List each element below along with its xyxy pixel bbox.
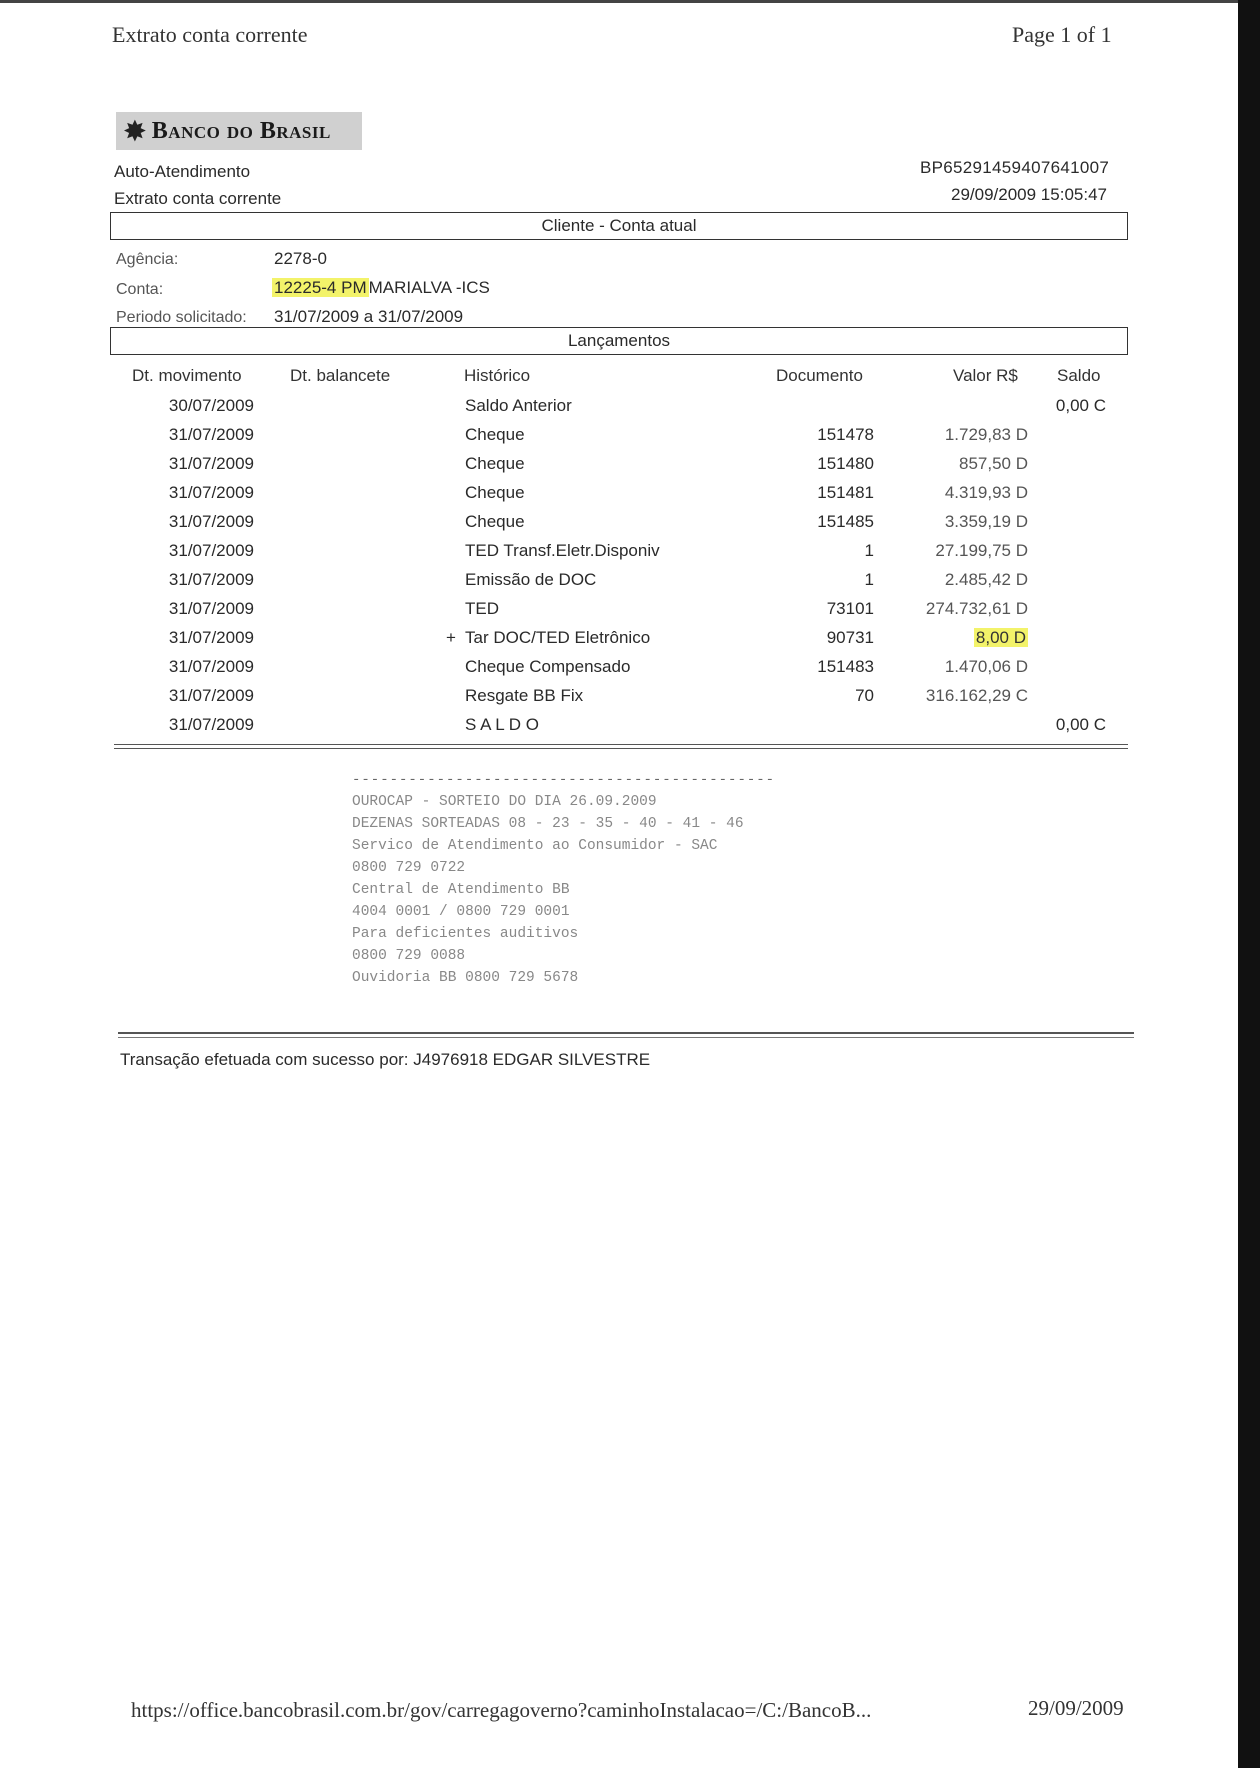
row-date: 31/07/2009 [168, 715, 254, 734]
transaction-confirmation: Transação efetuada com sucesso por: J4976918 EDGAR SILVESTRE [120, 1050, 651, 1069]
row-date: 31/07/2009 [168, 686, 254, 705]
footer-rule [118, 1032, 1134, 1034]
message-line: 4004 0001 / 0800 729 0001 [352, 904, 570, 920]
row-documento: 73101 [826, 599, 874, 618]
col-header-documento: Documento [776, 366, 863, 385]
col-header-saldo: Saldo [1057, 366, 1101, 385]
row-documento: 1 [864, 541, 874, 560]
print-header-page: Page 1 of 1 [1012, 22, 1112, 47]
row-documento: 151483 [817, 657, 874, 676]
row-documento: 151478 [817, 425, 874, 444]
message-line: Central de Atendimento BB [352, 882, 570, 898]
row-documento: 1 [864, 570, 874, 589]
message-line: 0800 729 0088 [352, 948, 466, 964]
row-date: 31/07/2009 [168, 454, 254, 473]
message-line: Para deficientes auditivos [352, 926, 579, 942]
col-header-dt-balancete: Dt. balancete [290, 366, 391, 385]
footer-rule-double [118, 1037, 1134, 1038]
row-historico: Cheque Compensado [465, 657, 631, 676]
row-valor: 274.732,61 D [925, 599, 1028, 618]
row-historico: Tar DOC/TED Eletrônico [465, 628, 651, 647]
periodo-value: 31/07/2009 a 31/07/2009 [274, 307, 464, 326]
cliente-section-bar [110, 212, 1128, 240]
message-line: Servico de Atendimento ao Consumidor - SAC [352, 838, 718, 854]
row-documento: 151480 [817, 454, 874, 473]
col-header-historico: Histórico [464, 366, 531, 385]
conta-value [272, 278, 490, 298]
row-historico: Cheque [465, 483, 525, 502]
row-date: 31/07/2009 [168, 657, 254, 676]
issue-datetime: 29/09/2009 15:05:47 [951, 185, 1107, 204]
row-documento: 151485 [817, 512, 874, 531]
print-header-title: Extrato conta corrente [112, 22, 308, 47]
conta-number-highlighted: 12225-4 PM [274, 278, 367, 297]
row-date: 31/07/2009 [168, 483, 254, 502]
bank-logo-text: Banco do Brasil [151, 117, 331, 144]
table-end-rule-double [114, 748, 1128, 749]
row-historico: Cheque [465, 454, 525, 473]
row-date: 31/07/2009 [168, 570, 254, 589]
service-label: Auto-Atendimento [114, 162, 251, 181]
col-header-dt-movimento: Dt. movimento [132, 366, 242, 385]
lancamentos-section-bar [110, 327, 1128, 355]
bank-logo-icon: ✸ [124, 115, 146, 146]
document-type-label: Extrato conta corrente [114, 189, 282, 208]
row-valor: 2.485,42 D [944, 570, 1028, 589]
message-line: Ouvidoria BB 0800 729 5678 [352, 970, 579, 986]
cliente-section-title: Cliente - Conta atual [541, 216, 697, 235]
row-historico: TED [465, 599, 499, 618]
row-historico: Cheque [465, 425, 525, 444]
row-date: 31/07/2009 [168, 599, 254, 618]
row-documento: 70 [855, 686, 874, 705]
col-header-valor: Valor R$ [953, 366, 1018, 385]
conta-label: Conta: [116, 281, 164, 298]
row-historico: Saldo Anterior [465, 396, 572, 415]
row-historico: Emissão de DOC [465, 570, 597, 589]
message-line: DEZENAS SORTEADAS 08 - 23 - 35 - 40 - 41 - 46 [352, 816, 744, 832]
message-line: OUROCAP - SORTEIO DO DIA 26.09.2009 [352, 794, 657, 810]
row-valor: 4.319,93 D [944, 483, 1028, 502]
page-edge-right [1238, 0, 1260, 1768]
row-saldo: 0,00 C [1055, 715, 1106, 734]
row-historico: TED Transf.Eletr.Disponiv [465, 541, 660, 560]
row-documento: 90731 [826, 628, 874, 647]
row-historico: S A L D O [465, 715, 540, 734]
row-historico: Cheque [465, 512, 525, 531]
agencia-value: 2278-0 [274, 249, 327, 268]
agencia-label: Agência: [116, 251, 179, 268]
row-date: 31/07/2009 [168, 425, 254, 444]
row-saldo: 0,00 C [1055, 396, 1106, 415]
print-footer-url: https://office.bancobrasil.com.br/gov/carregagoverno?caminhoInstalacao=/C:/BancoB... [131, 1698, 872, 1722]
row-valor: 857,50 D [959, 454, 1028, 473]
reference-code: BP65291459407641007 [920, 158, 1110, 177]
row-historico: Resgate BB Fix [465, 686, 584, 705]
row-date: 31/07/2009 [168, 541, 254, 560]
lancamentos-section-title: Lançamentos [567, 331, 671, 350]
row-valor: 1.470,06 D [944, 657, 1028, 676]
row-valor: 316.162,29 C [925, 686, 1028, 705]
page-edge-top [0, 0, 1240, 3]
row-valor: 27.199,75 D [935, 541, 1028, 560]
row-documento: 151481 [817, 483, 874, 502]
row-valor [880, 628, 1028, 648]
print-footer-date: 29/09/2009 [1028, 1696, 1124, 1720]
bank-logo [116, 112, 362, 150]
periodo-label: Periodo solicitado: [116, 309, 247, 326]
row-date: 31/07/2009 [168, 512, 254, 531]
conta-name: MARIALVA -ICS [368, 278, 490, 297]
row-valor: 1.729,83 D [944, 425, 1028, 444]
row-date: 31/07/2009 [168, 628, 254, 647]
row-date: 30/07/2009 [168, 396, 254, 415]
message-separator: --------------------------------------------- [352, 772, 776, 788]
row-valor: 3.359,19 D [944, 512, 1028, 531]
row-marker: + [446, 628, 456, 647]
table-end-rule [114, 744, 1128, 745]
message-line: 0800 729 0722 [352, 860, 466, 876]
highlighted-fee-value: 8,00 D [975, 628, 1026, 647]
